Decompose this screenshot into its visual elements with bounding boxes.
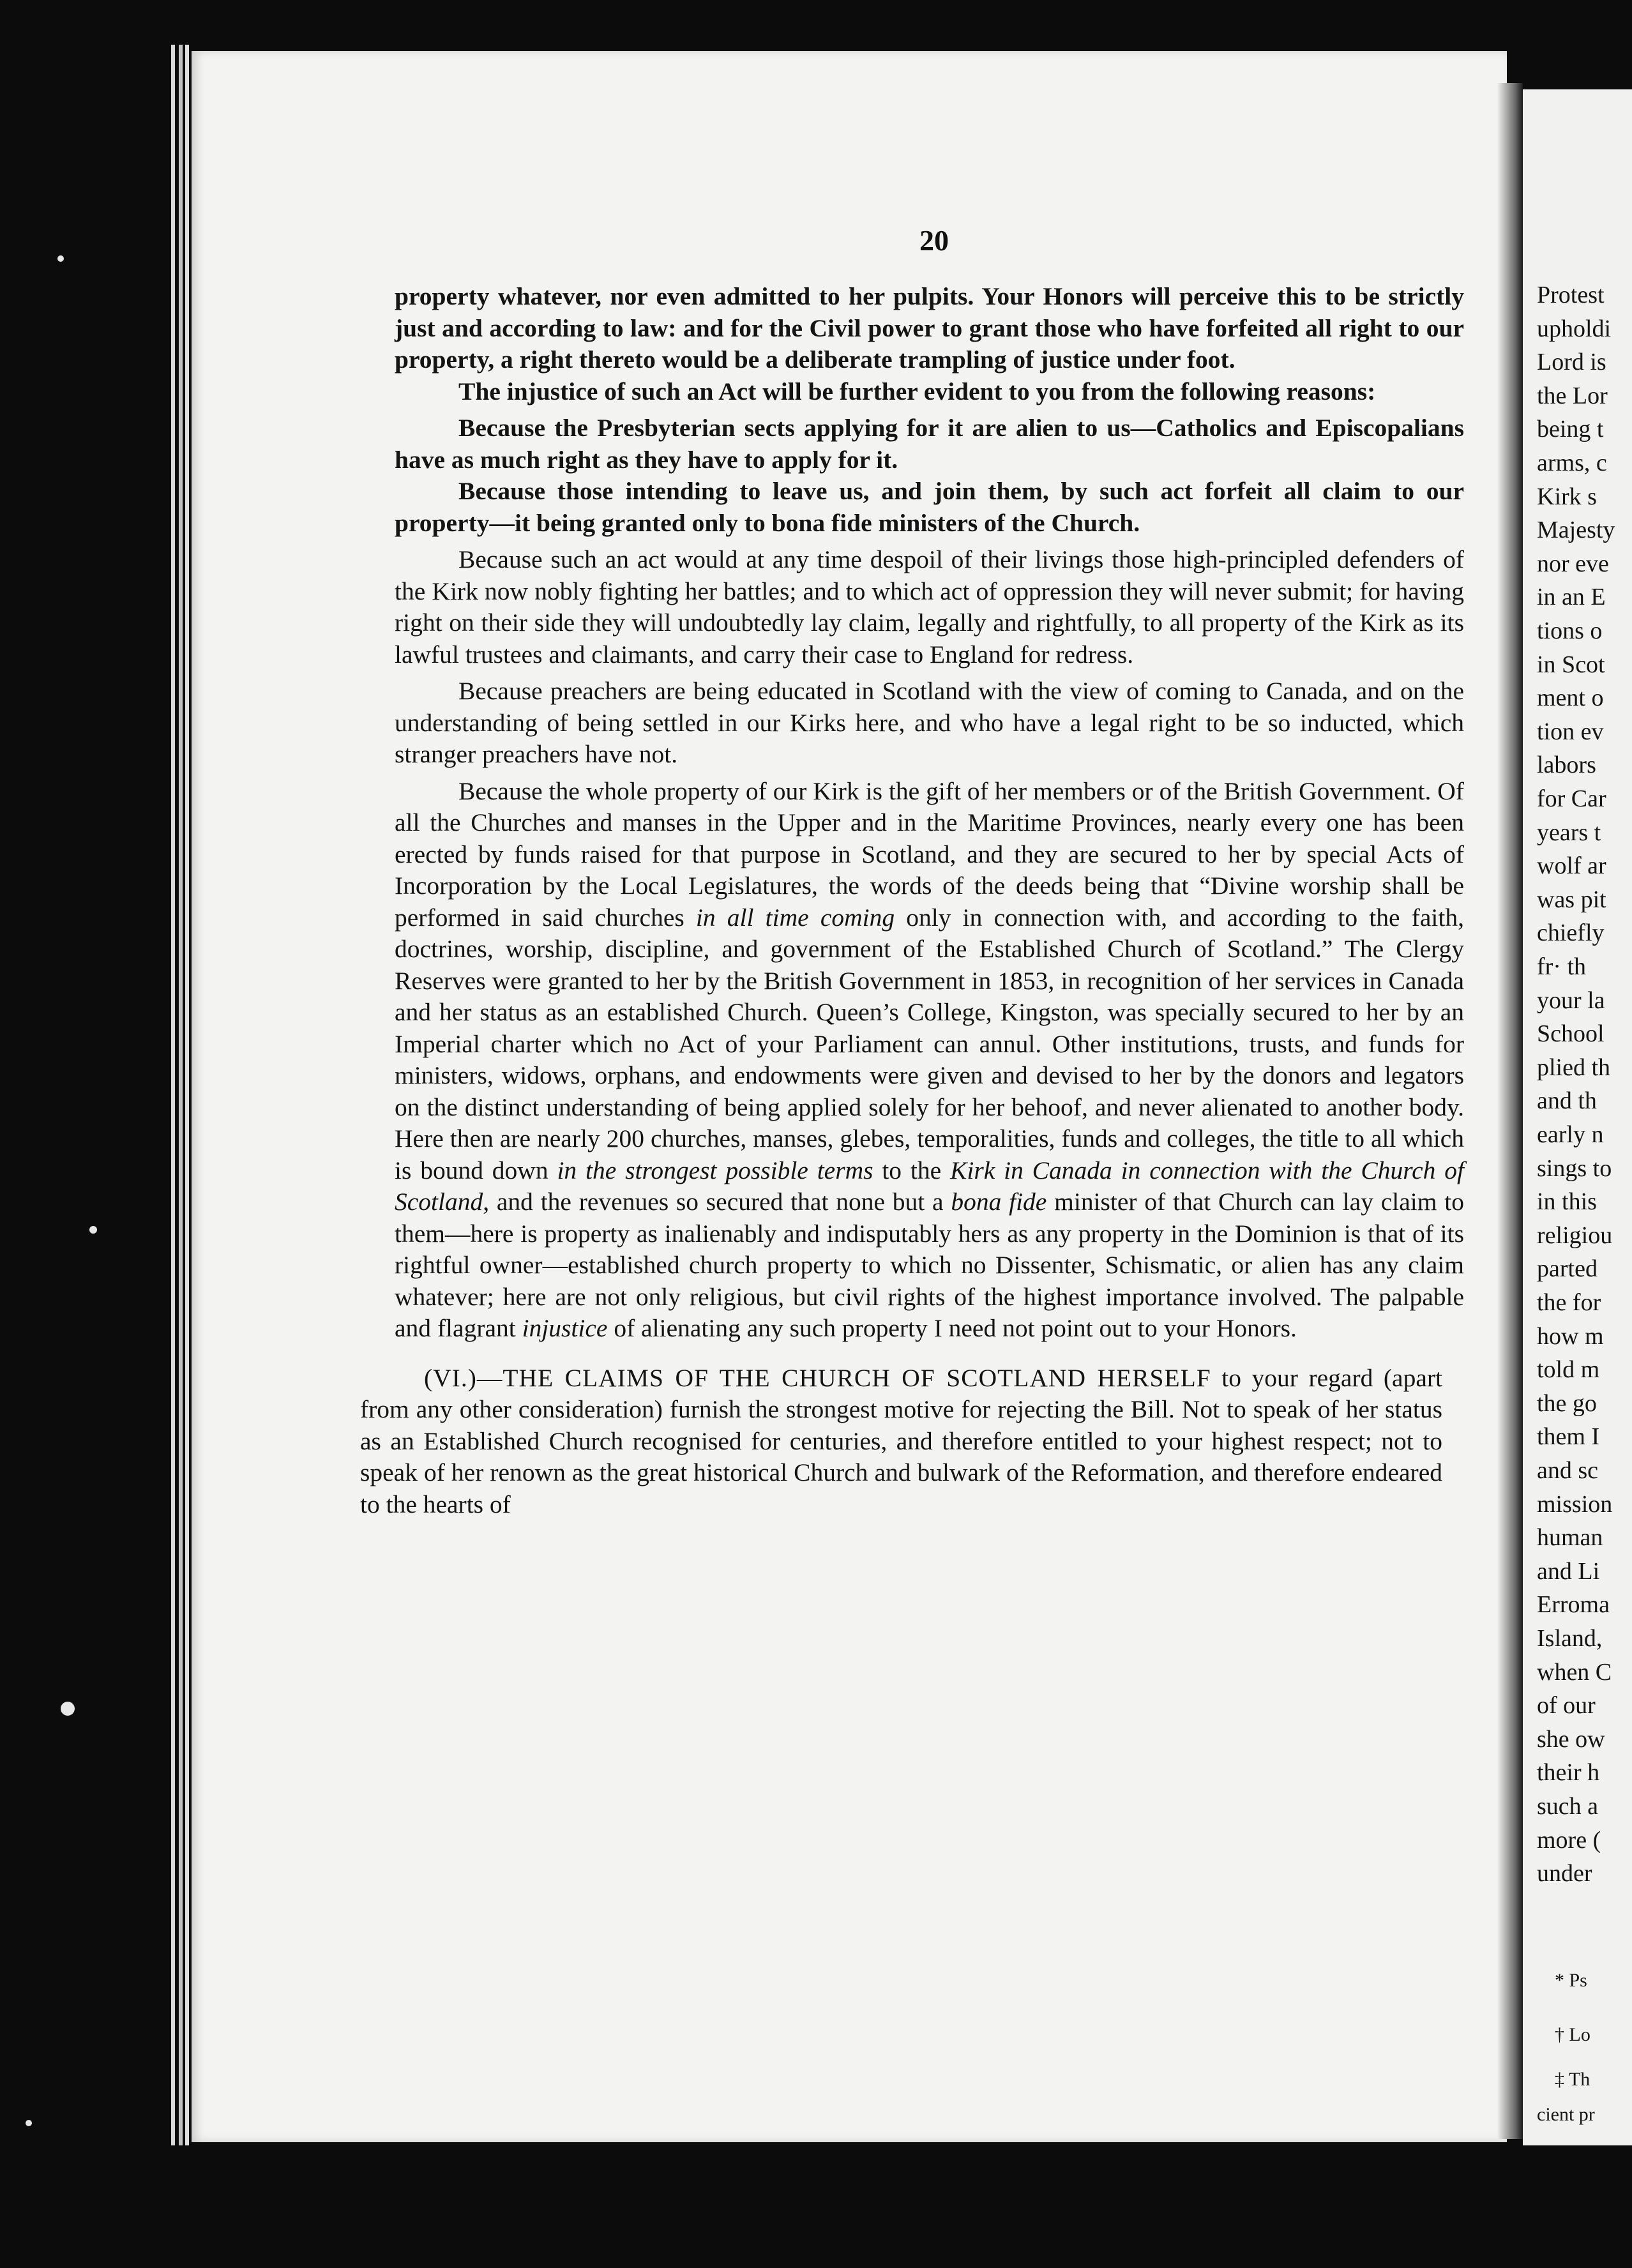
right-page-line: Kirk s	[1537, 483, 1597, 510]
right-page-line: plied th	[1537, 1054, 1611, 1081]
right-page-line: being t	[1537, 416, 1604, 443]
right-page-footnote: * Ps	[1555, 1970, 1587, 1991]
right-page-line: labors	[1537, 752, 1596, 779]
right-page-line: more (	[1537, 1826, 1601, 1854]
right-page-line: in an E	[1537, 584, 1606, 611]
right-page-line: tion ev	[1537, 718, 1604, 745]
right-page-line: told m	[1537, 1356, 1600, 1384]
right-page-line: for Car	[1537, 785, 1606, 812]
right-page-line: and sc	[1537, 1457, 1599, 1484]
right-page-line: in Scot	[1537, 651, 1605, 678]
right-page-line: chiefly	[1537, 919, 1605, 947]
right-page-line: the for	[1537, 1289, 1601, 1316]
paragraph-2: The injustice of such an Act will be further evident to you from the following reasons:	[458, 377, 1376, 405]
paragraph-7: Because the whole property of our Kirk is the gift of her members or of the British Government. Of all the Churches and manses in the Upper and in the Maritime Provinces, nearly every one has been erected by funds raised for that purpose in Scotland, and they are secured to her by special Acts of Incorporation by the Local Legislatures, the words of the deeds being that “Divine worship shall be performed in said churches in all time coming only in connection with, and according to the faith, doctrines, worship, discipline, and government of the Established Church of Scotland.” The Clergy Reserves were granted to her by the British Government in 1853, in recognition of her services in Canada and her status as an established Church. Queen’s College, Kingston, was specially secured to her by an Imperial charter which no Act of your Parliament can annul. Other institutions, trusts, and funds for ministers, widows, orphans, and endowments were given and devised to her by the donors and legators on the distinct understanding of being applied solely for her behoof, and never alienated to another body. Here then are nearly 200 churches, manses, glebes, temporalities, funds and colleges, the title to all which is bound down in the strongest possible terms to the Kirk in Canada in connection with the Church of Scotland, and the revenues so secured that none but a bona fide minister of that Church can lay claim to them—here is property as inalienably and indisputably hers as any property in the Dominion is that of its rightful owner—established church property to which no Dissenter, Schismatic, or alien has any claim whatever; here are not only religious, but civil rights of the highest importance involved. The palpable and flagrant injustice of alienating any such property I need not point out to your Honors.	[395, 776, 1464, 1342]
page-edge	[185, 45, 189, 2145]
page-edge	[179, 45, 183, 2145]
right-page-line: wolf ar	[1537, 852, 1606, 880]
scan-speck	[61, 1702, 75, 1716]
right-page-line: fr· th	[1537, 953, 1587, 980]
right-page-line: parted	[1537, 1255, 1598, 1283]
paragraph-4: Because those intending to leave us, and join them, by such act forfeit all claim to our property—it being granted only to bona fide ministers of the Church.	[395, 477, 1464, 537]
right-page-line: and Li	[1537, 1557, 1600, 1585]
right-page-line: under	[1537, 1860, 1592, 1887]
scan-speck	[26, 2120, 32, 2126]
right-page-line: human	[1537, 1524, 1603, 1552]
paragraph-5: Because such an act would at any time despoil of their livings those high-principled defenders of the Kirk now nobly fighting her battles; and to which act of oppression they will never submit; for having right on their side they will undoubtedly lay claim, legally and rightfully, to all property of the Kirk as its lawful trustees and claimants, and carry their case to England for redress.	[395, 545, 1464, 669]
right-page-line: she ow	[1537, 1725, 1605, 1753]
scan-speck	[89, 1226, 97, 1234]
right-page-line: Erroma	[1537, 1591, 1610, 1619]
right-page-line: years t	[1537, 819, 1601, 846]
right-page-footnote: † Lo	[1555, 2024, 1590, 2045]
right-page-line: Island,	[1537, 1625, 1603, 1652]
book-gutter	[1497, 83, 1523, 2139]
paragraph-3: Because the Presbyterian sects applying for it are alien to us—Catholics and Episcopalians have as much right as they have to apply for it.	[395, 414, 1464, 474]
right-page-line: and th	[1537, 1087, 1597, 1115]
right-page-line: the go	[1537, 1389, 1597, 1417]
section-vi-paragraph: (VI.)—THE CLAIMS OF THE CHURCH OF SCOTLAND HERSELF to your regard (apart from any other consideration) furnish the strongest motive for rejecting the Bill. Not to speak of her status as an Established Church recognised for centuries, and therefore entitled to your highest respect; not to speak of her renown as the great historical Church and bulwark of the Reformation, and therefore endeared to the hearts of	[360, 1363, 1442, 1518]
right-page-line: sings to	[1537, 1154, 1612, 1182]
right-page-line: Lord is	[1537, 349, 1606, 376]
right-page-line: School	[1537, 1020, 1605, 1048]
right-page-line: in this	[1537, 1188, 1597, 1216]
right-page-line: them I	[1537, 1423, 1600, 1451]
section-heading: (VI.)—THE CLAIMS OF THE CHURCH OF SCOTLAND HERSELF	[424, 1363, 1211, 1392]
right-page-line: Protest	[1537, 282, 1605, 308]
page-body-text	[360, 281, 1464, 1520]
page-edge	[171, 45, 175, 2145]
right-page-line: religiou	[1537, 1221, 1613, 1249]
right-page-footnote: cient pr	[1537, 2104, 1595, 2125]
right-page-line: ment o	[1537, 684, 1604, 712]
right-page-line: how m	[1537, 1322, 1604, 1350]
right-page-line: upholdi	[1537, 315, 1612, 342]
right-page-line: was pit	[1537, 886, 1606, 913]
right-page-line: the Lor	[1537, 382, 1608, 409]
right-page-line: arms, c	[1537, 450, 1607, 476]
right-page-footnote: ‡ Th	[1555, 2069, 1590, 2090]
right-page-line: of our	[1537, 1692, 1596, 1720]
right-page-line: such a	[1537, 1793, 1599, 1820]
scan-speck	[57, 255, 64, 262]
page-number: 20	[919, 224, 949, 257]
right-page-line: when C	[1537, 1658, 1612, 1686]
right-page-line: early n	[1537, 1121, 1604, 1148]
right-page-line: Majesty	[1537, 517, 1615, 544]
right-page-line: tions o	[1537, 617, 1603, 644]
paragraph-6: Because preachers are being educated in Scotland with the view of coming to Canada, and on the understanding of being settled in our Kirks here, and who have a legal right to be so inducted, which stranger preachers have not.	[395, 677, 1464, 768]
paragraph-1: property whatever, nor even admitted to her pulpits. Your Honors will perceive this to be strictly just and according to law: and for the Civil power to grant those who have forfeited all right to our property, a right thereto would be a deliberate trampling of justice under foot.	[395, 282, 1464, 374]
right-page-line: nor eve	[1537, 550, 1609, 577]
right-page-line: their h	[1537, 1759, 1600, 1787]
right-page-fragment	[1523, 89, 1632, 2145]
right-page-line: your la	[1537, 987, 1605, 1014]
right-page-line: mission	[1537, 1490, 1613, 1518]
